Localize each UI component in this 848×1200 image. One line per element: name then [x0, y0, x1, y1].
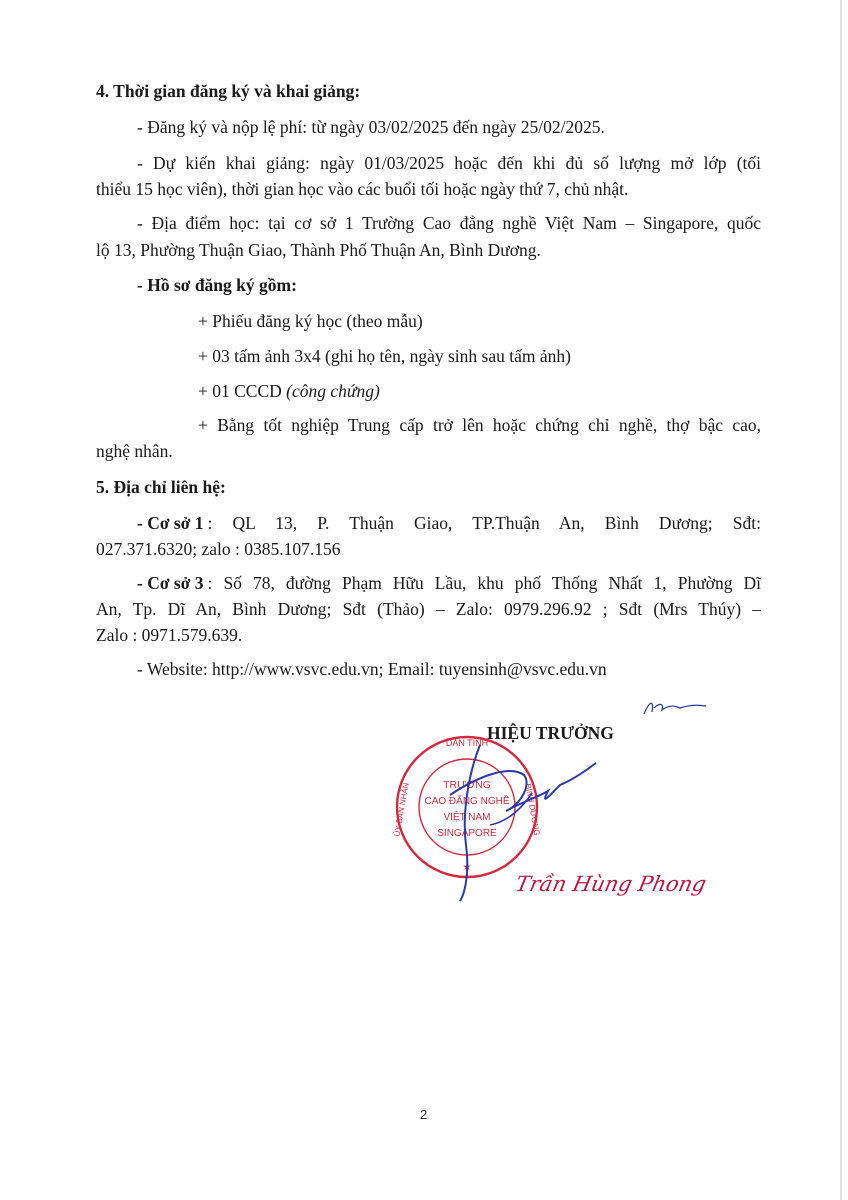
- website-email-line: - Website: http://www.vsvc.edu.vn; Email: tuyensinh@vsvc.edu.vn: [137, 659, 607, 679]
- dossier-item: + Bằng tốt nghiệp Trung cấp trở lên hoặc chứng chỉ nghề, thợ bậc cao,: [198, 415, 761, 435]
- principal-name: Trần Hùng Phong: [513, 872, 709, 896]
- section-5-heading: 5. Địa chỉ liên hệ:: [96, 477, 226, 497]
- location-line-1: - Địa điểm học: tại cơ sở 1 Trường Cao đẳng nghề Việt Nam – Singapore, quốc: [137, 213, 761, 233]
- registration-fee-line: - Đăng ký và nộp lệ phí: từ ngày 03/02/2025 đến ngày 25/02/2025.: [137, 117, 605, 137]
- dossier-item: + Phiếu đăng ký học (theo mẫu): [198, 311, 423, 331]
- dossier-heading: - Hồ sơ đăng ký gồm:: [137, 275, 297, 295]
- dossier-item-continuation: nghệ nhân.: [96, 441, 173, 461]
- svg-text:★: ★: [462, 862, 472, 873]
- notarized-note: (công chứng): [286, 381, 380, 401]
- dossier-item: + 03 tấm ảnh 3x4 (ghi họ tên, ngày sinh sau tấm ảnh): [198, 346, 571, 366]
- stamp-center-line: VIỆT NAM: [443, 812, 491, 823]
- campus-3-line-2: An, Tp. Dĩ An, Bình Dương; Sđt (Thảo) – Zalo: 0979.296.92 ; Sđt (Mrs Thúy) –: [96, 599, 761, 619]
- campus-1-address: : QL 13, P. Thuận Giao, TP.Thuận An, Bình Dương; Sđt:: [207, 513, 761, 533]
- dossier-item: [198, 380, 380, 402]
- campus-1-line-1: [137, 512, 761, 534]
- campus-3-line-1: [137, 572, 761, 594]
- stamp-right-text: BÌNH DƯƠNG: [523, 782, 542, 837]
- page-edge-divider: [840, 0, 842, 1200]
- campus-1-label: - Cơ sở 1: [137, 513, 204, 533]
- stamp-center-line: TRƯỜNG: [443, 779, 491, 791]
- stamp-left-text: ỦY BAN NHÂN: [392, 781, 411, 838]
- campus-1-line-2: 027.371.6320; zalo : 0385.107.156: [96, 539, 341, 559]
- opening-date-line-2: thiểu 15 học viên), thời gian học vào các buổi tối hoặc ngày thứ 7, chủ nhật.: [96, 179, 629, 199]
- stamp-center-line: CAO ĐẲNG NGHỀ: [424, 796, 510, 807]
- location-line-2: lộ 13, Phường Thuận Giao, Thành Phố Thuận An, Bình Dương.: [96, 240, 541, 260]
- principal-title: HIỆU TRƯỞNG: [487, 723, 614, 743]
- stamp-center-line: SINGAPORE: [437, 828, 497, 839]
- dossier-item-text: + 01 CCCD: [198, 381, 287, 401]
- campus-3-address: : Số 78, đường Phạm Hữu Lầu, khu phố Thống Nhất 1, Phường Dĩ: [207, 573, 761, 593]
- section-4-heading: 4. Thời gian đăng ký và khai giảng:: [96, 81, 361, 101]
- campus-3-label: - Cơ sở 3: [137, 573, 204, 593]
- page-number: 2: [420, 1107, 428, 1122]
- campus-3-line-3: Zalo : 0971.579.639.: [96, 625, 243, 645]
- stamp-top-text: DÂN TỈNH: [445, 738, 489, 748]
- opening-date-line-1: - Dự kiến khai giảng: ngày 01/03/2025 hoặc đến khi đủ số lượng mở lớp (tối: [137, 153, 761, 173]
- initial-mark-icon: [640, 696, 710, 720]
